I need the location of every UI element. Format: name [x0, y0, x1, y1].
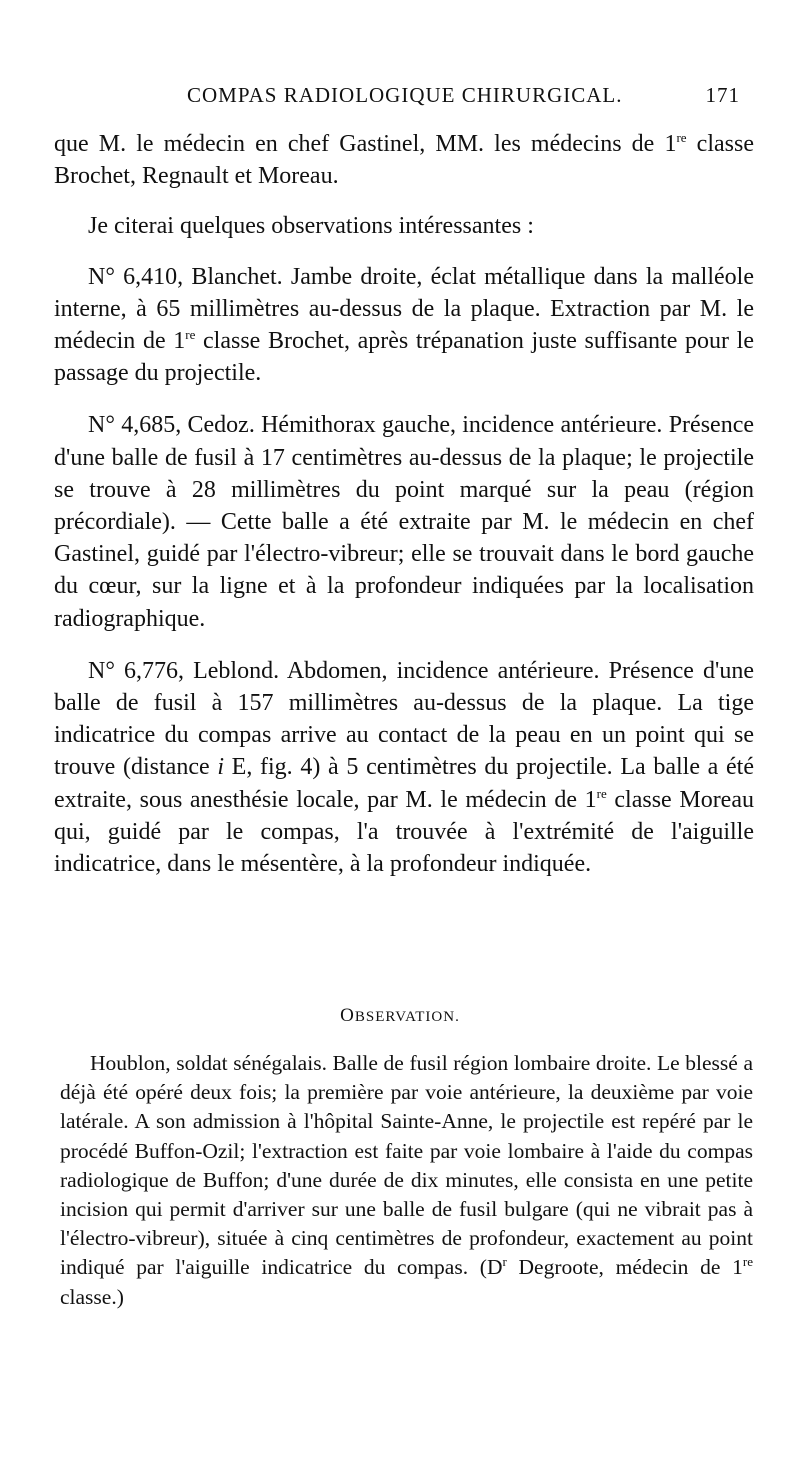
- paragraph-case-4685: N° 4,685, Cedoz. Hémithorax gauche, incidence antérieure. Présence d'une balle de fusil à 17 centimètres au-dessus de la plaque; le projectile se trouve à 28 millimètres du point marqué sur la peau (région précordiale). — Cette balle a été extraite par M. le médecin en chef Gastinel, guidé par l'électro-vibreur; elle se trouvait dans le bord gauche du cœur, sur la ligne et à la profondeur indiquées par la localisation radiographique.: [54, 412, 754, 632]
- paragraph-intro: Je citerai quelques observations intéressantes :: [88, 213, 534, 240]
- paragraph-case-6776: [54, 655, 754, 880]
- superscript: re: [742, 1254, 753, 1270]
- text-run: que M. le médecin en chef Gastinel, MM. les médecins de 1: [54, 131, 677, 157]
- text-run: classe Brochet, après trépanation juste suffisante pour le passage du projectile.: [54, 328, 754, 387]
- text-run: N° 6,410, Blanchet. Jambe droite, éclat métallique dans la malléole interne, à 65 millimètres au-dessus de la plaque. Extraction par M. le médecin de 1: [54, 263, 754, 355]
- italic-letter: i: [217, 754, 224, 781]
- running-title: COMPAS RADIOLOGIQUE CHIRURGICAL.: [187, 83, 623, 107]
- text-run: classe Brochet, Regnault et Moreau.: [54, 131, 754, 190]
- text-run: Houblon, soldat sénégalais. Balle de fusil région lombaire droite. Le blessé a déjà été opéré deux fois; la première par voie antérieure, la deuxième par voie latérale. A son admission à l'hôpital Sainte-Anne, le projectile est repéré par le procédé Buffon-Ozil; l'extraction est faite par voie lombaire à l'aide du compas radiologique de Buffon; d'une durée de dix minutes, elle consista en une petite incision qui permit d'arriver sur une balle de fusil bulgare (qui ne vibrait pas à l'électro-vibreur), située à cinq centimètres de profondeur, exactement au point indiqué par l'aiguille indicatrice du compas. (D: [60, 1051, 753, 1280]
- observation-heading: [0, 1005, 800, 1027]
- text-run: Degroote, médecin de 1: [506, 1255, 743, 1280]
- text-run: classe Moreau qui, guidé par le compas, l'a trouvée à l'extrémité de l'aiguille indicatrice, dans le mésentère, à la profondeur indiquée.: [54, 786, 754, 878]
- running-header: [50, 83, 740, 115]
- paragraph-observation: [60, 1049, 753, 1312]
- observation-text: [60, 1049, 753, 1312]
- main-text: [54, 128, 754, 880]
- superscript: re: [185, 327, 196, 343]
- superscript: re: [676, 130, 687, 145]
- text-run: E, fig. 4) à 5 centimètres du projectile. La balle a été extraite, sous anesthésie locale, par M. le médecin de 1: [54, 754, 754, 813]
- heading-initial: O: [340, 1005, 355, 1026]
- superscript: r: [502, 1254, 507, 1270]
- page-number: 171: [705, 83, 740, 107]
- text-run: N° 6,776, Leblond. Abdomen, incidence antérieure. Présence d'une balle de fusil à 157 millimètres au-dessus de la plaque. La tige indicatrice du compas arrive au contact de la peau en un point qui se trouve (distance: [54, 657, 754, 781]
- text-run: classe.): [60, 1284, 124, 1309]
- heading-small-caps: BSERVATION.: [354, 1009, 460, 1025]
- paragraph-case-6410: [54, 261, 754, 390]
- superscript: re: [596, 785, 607, 801]
- paragraph-continuation: [54, 128, 754, 192]
